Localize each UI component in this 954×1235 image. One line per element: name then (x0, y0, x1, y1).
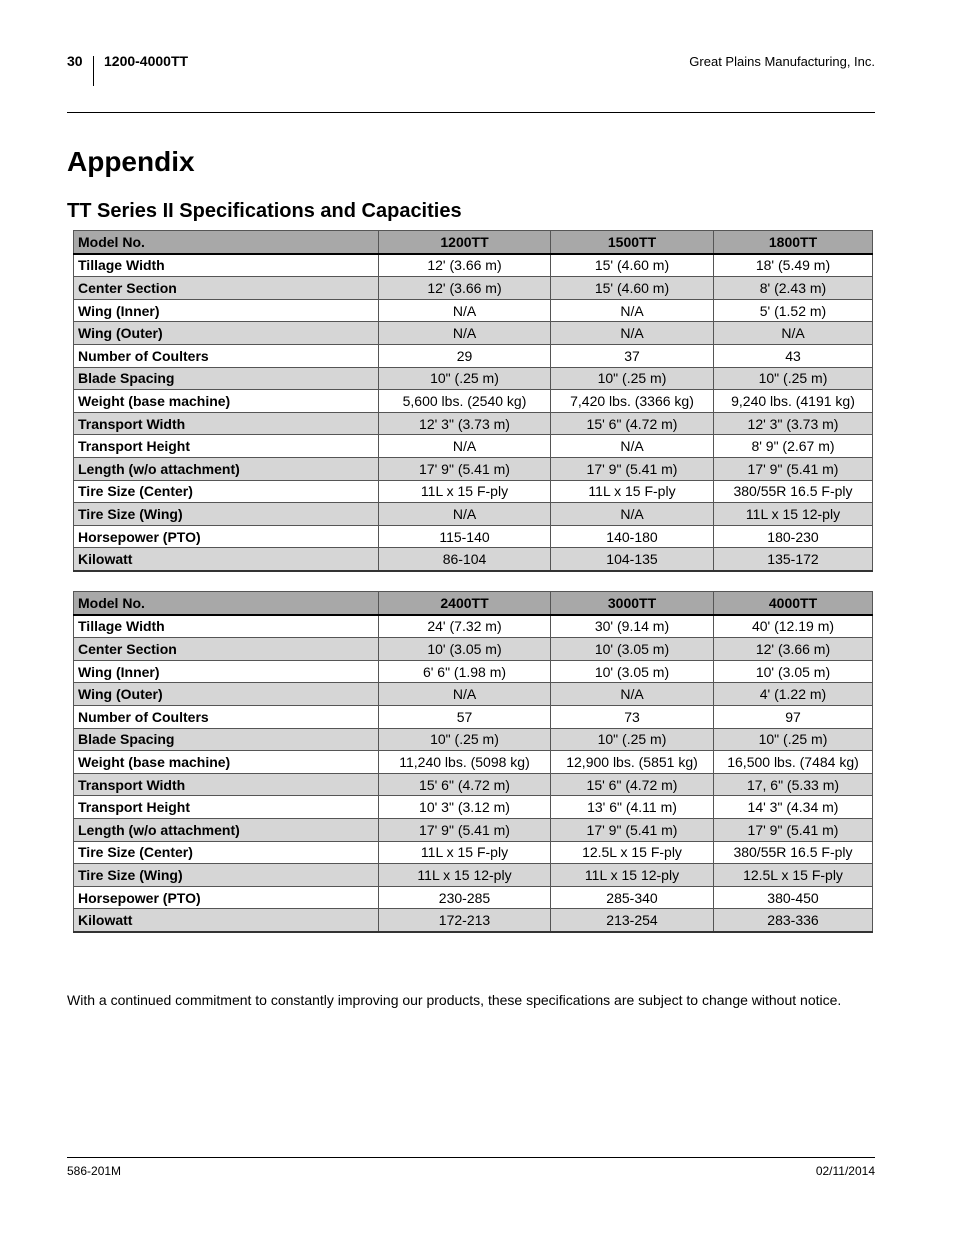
table-header-row (74, 231, 873, 254)
table-row (74, 751, 873, 774)
header-cell-model-no: Model No. (74, 231, 379, 254)
table-cell: 12' 3" (3.73 m) (379, 412, 551, 435)
table-cell: 17' 9" (5.41 m) (379, 818, 551, 841)
row-label: Blade Spacing (74, 367, 379, 390)
table-cell: N/A (714, 322, 873, 345)
header-cell-model: 3000TT (551, 592, 714, 615)
table-cell: 97 (714, 705, 873, 728)
table-cell: N/A (379, 503, 551, 526)
table-cell: N/A (379, 435, 551, 458)
table-cell: 104-135 (551, 548, 714, 571)
table-row (74, 457, 873, 480)
header-divider (93, 56, 94, 86)
table-cell: 4' (1.22 m) (714, 683, 873, 706)
row-label: Tire Size (Center) (74, 841, 379, 864)
table-cell: 5' (1.52 m) (714, 299, 873, 322)
row-label: Length (w/o attachment) (74, 457, 379, 480)
table-row (74, 344, 873, 367)
table-cell: 10' (3.05 m) (551, 638, 714, 661)
table-cell: 16,500 lbs. (7484 kg) (714, 751, 873, 774)
table-cell: 37 (551, 344, 714, 367)
table-row (74, 299, 873, 322)
table-row (74, 818, 873, 841)
table-cell: 17' 9" (5.41 m) (714, 818, 873, 841)
table-cell: 17' 9" (5.41 m) (551, 818, 714, 841)
table-cell: 11L x 15 12-ply (379, 864, 551, 887)
table-cell: 285-340 (551, 886, 714, 909)
row-label: Weight (base machine) (74, 751, 379, 774)
row-label: Length (w/o attachment) (74, 818, 379, 841)
table-cell: N/A (551, 683, 714, 706)
table-row (74, 638, 873, 661)
table-cell: 86-104 (379, 548, 551, 571)
table-cell: 10' (3.05 m) (551, 660, 714, 683)
table-cell: 11L x 15 12-ply (551, 864, 714, 887)
table-cell: 12' (3.66 m) (379, 254, 551, 277)
row-label: Tillage Width (74, 254, 379, 277)
disclaimer-note: With a continued commitment to constantly improving our products, these specifications are subject to change without notice. (67, 992, 842, 1008)
table-cell: N/A (379, 322, 551, 345)
table-cell: 172-213 (379, 909, 551, 932)
table-row (74, 367, 873, 390)
header-cell-model: 2400TT (379, 592, 551, 615)
row-label: Horsepower (PTO) (74, 886, 379, 909)
table-cell: 10' 3" (3.12 m) (379, 796, 551, 819)
table-cell: 43 (714, 344, 873, 367)
table-row (74, 480, 873, 503)
table-cell: 17, 6" (5.33 m) (714, 773, 873, 796)
section-title: TT Series II Specifications and Capacities (67, 200, 462, 222)
table-row (74, 841, 873, 864)
spec-table-1 (73, 230, 873, 572)
table-cell: 17' 9" (5.41 m) (379, 457, 551, 480)
spec-table-2 (73, 591, 873, 933)
table-row (74, 277, 873, 300)
table-cell: 10" (.25 m) (379, 367, 551, 390)
row-label: Wing (Inner) (74, 299, 379, 322)
row-label: Tillage Width (74, 615, 379, 638)
table-row (74, 503, 873, 526)
row-label: Center Section (74, 638, 379, 661)
table-cell: N/A (551, 322, 714, 345)
table-cell: 11L x 15 F-ply (379, 480, 551, 503)
row-label: Tire Size (Center) (74, 480, 379, 503)
table-cell: 11L x 15 12-ply (714, 503, 873, 526)
row-label: Transport Height (74, 435, 379, 458)
row-label: Kilowatt (74, 548, 379, 571)
table-cell: 5,600 lbs. (2540 kg) (379, 390, 551, 413)
table-cell: 9,240 lbs. (4191 kg) (714, 390, 873, 413)
row-label: Tire Size (Wing) (74, 864, 379, 887)
table-cell: 11L x 15 F-ply (551, 480, 714, 503)
row-label: Transport Height (74, 796, 379, 819)
footer-date: 02/11/2014 (815, 1164, 875, 1178)
table-cell: 11L x 15 F-ply (379, 841, 551, 864)
table-cell: 18' (5.49 m) (714, 254, 873, 277)
table-cell: 24' (7.32 m) (379, 615, 551, 638)
table-cell: 12,900 lbs. (5851 kg) (551, 751, 714, 774)
table-cell: 7,420 lbs. (3366 kg) (551, 390, 714, 413)
table-row (74, 615, 873, 638)
table-row (74, 435, 873, 458)
table-header-row (74, 592, 873, 615)
table-cell: N/A (551, 435, 714, 458)
table-row (74, 254, 873, 277)
header-cell-model: 1200TT (379, 231, 551, 254)
table-cell: 115-140 (379, 525, 551, 548)
table-cell: 15' 6" (4.72 m) (551, 773, 714, 796)
table-cell: N/A (551, 299, 714, 322)
page-title: Appendix (67, 146, 195, 177)
table-cell: 12.5L x 15 F-ply (714, 864, 873, 887)
table-cell: 10" (.25 m) (551, 728, 714, 751)
table-cell: N/A (379, 683, 551, 706)
footer-rule (67, 1157, 875, 1158)
table-cell: 10" (.25 m) (379, 728, 551, 751)
table-cell: 10" (.25 m) (714, 367, 873, 390)
table-cell: 6' 6" (1.98 m) (379, 660, 551, 683)
header-cell-model: 4000TT (714, 592, 873, 615)
table-row (74, 728, 873, 751)
row-label: Number of Coulters (74, 705, 379, 728)
table-cell: 29 (379, 344, 551, 367)
table-cell: 13' 6" (4.11 m) (551, 796, 714, 819)
table-cell: 15' (4.60 m) (551, 277, 714, 300)
table-row (74, 796, 873, 819)
table-cell: 10" (.25 m) (714, 728, 873, 751)
row-label: Center Section (74, 277, 379, 300)
table-cell: 73 (551, 705, 714, 728)
table-cell: 15' 6" (4.72 m) (551, 412, 714, 435)
table-cell: 135-172 (714, 548, 873, 571)
document-number: 586-201M (67, 1164, 122, 1178)
header-cell-model: 1800TT (714, 231, 873, 254)
table-cell: 14' 3" (4.34 m) (714, 796, 873, 819)
table-cell: 12' 3" (3.73 m) (714, 412, 873, 435)
table-row (74, 660, 873, 683)
table-cell: 380/55R 16.5 F-ply (714, 841, 873, 864)
table-cell: 10' (3.05 m) (714, 660, 873, 683)
header-cell-model: 1500TT (551, 231, 714, 254)
table-cell: 57 (379, 705, 551, 728)
table-cell: 283-336 (714, 909, 873, 932)
row-label: Tire Size (Wing) (74, 503, 379, 526)
table-cell: 17' 9" (5.41 m) (714, 457, 873, 480)
row-label: Wing (Outer) (74, 683, 379, 706)
table-row (74, 683, 873, 706)
table-row (74, 322, 873, 345)
table-cell: 15' 6" (4.72 m) (379, 773, 551, 796)
row-label: Weight (base machine) (74, 390, 379, 413)
header-model: 1200-4000TT (104, 53, 189, 69)
table-cell: 8' 9" (2.67 m) (714, 435, 873, 458)
table-row (74, 705, 873, 728)
table-cell: 17' 9" (5.41 m) (551, 457, 714, 480)
table-cell: N/A (551, 503, 714, 526)
page-number: 30 (67, 53, 83, 69)
table-cell: 12' (3.66 m) (379, 277, 551, 300)
table-row (74, 412, 873, 435)
table-cell: 12.5L x 15 F-ply (551, 841, 714, 864)
table-row (74, 525, 873, 548)
table-row (74, 773, 873, 796)
row-label: Blade Spacing (74, 728, 379, 751)
header-cell-model-no: Model No. (74, 592, 379, 615)
table-row (74, 886, 873, 909)
row-label: Kilowatt (74, 909, 379, 932)
table-row (74, 390, 873, 413)
row-label: Transport Width (74, 773, 379, 796)
table-cell: 380-450 (714, 886, 873, 909)
table-cell: 140-180 (551, 525, 714, 548)
table-row (74, 909, 873, 932)
row-label: Horsepower (PTO) (74, 525, 379, 548)
table-cell: 8' (2.43 m) (714, 277, 873, 300)
table-cell: 230-285 (379, 886, 551, 909)
table-cell: 10' (3.05 m) (379, 638, 551, 661)
table-cell: N/A (379, 299, 551, 322)
table-cell: 15' (4.60 m) (551, 254, 714, 277)
table-row (74, 548, 873, 571)
row-label: Number of Coulters (74, 344, 379, 367)
table-cell: 10" (.25 m) (551, 367, 714, 390)
table-cell: 380/55R 16.5 F-ply (714, 480, 873, 503)
table-cell: 180-230 (714, 525, 873, 548)
header-rule (67, 112, 875, 113)
table-cell: 40' (12.19 m) (714, 615, 873, 638)
header-company: Great Plains Manufacturing, Inc. (689, 54, 875, 69)
table-cell: 12' (3.66 m) (714, 638, 873, 661)
table-row (74, 864, 873, 887)
table-cell: 11,240 lbs. (5098 kg) (379, 751, 551, 774)
row-label: Wing (Outer) (74, 322, 379, 345)
row-label: Transport Width (74, 412, 379, 435)
table-cell: 30' (9.14 m) (551, 615, 714, 638)
table-cell: 213-254 (551, 909, 714, 932)
row-label: Wing (Inner) (74, 660, 379, 683)
